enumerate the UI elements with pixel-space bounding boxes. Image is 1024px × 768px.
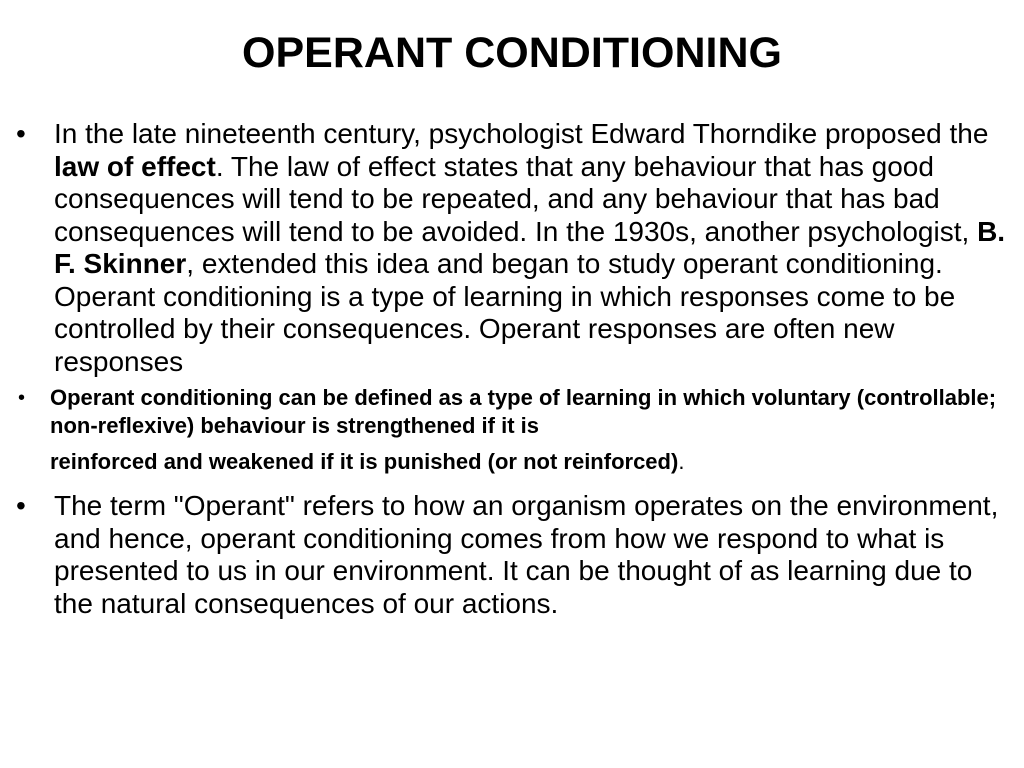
bullet-item-definition (10, 384, 1014, 476)
bullet-item-thorndike (10, 118, 1014, 378)
slide-title: OPERANT CONDITIONING (242, 29, 782, 77)
text-span: , extended this idea and began to study operant conditioning. Operant conditioning is a type of learning in which responses come to be controlled by their consequences. Operant responses are often new responses (54, 248, 956, 377)
bullet-text: The term "Operant" refers to how an organism operates on the environment, and hence, operant conditioning comes from how we respond to what is presented to us in our environment. It can be thought of as learning due to the natural consequences of our actions. (54, 490, 999, 619)
bullet-item-operant-term (10, 490, 1014, 620)
definition-last-line (50, 448, 1014, 476)
law-of-effect-term: law of effect (54, 150, 216, 182)
definition-bold-end: reinforced and weakened if it is punished (or not reinforced) (50, 449, 679, 474)
bullet-marker: • (16, 118, 26, 149)
bullet-marker: • (18, 387, 26, 409)
definition-period: . (678, 449, 685, 474)
text-span: . The law of effect states that any behaviour that has good consequences will tend to be repeated, and any behaviour that has bad consequences will tend to be avoided. In the 1930s, another psychologist, (54, 150, 978, 247)
skinner-name: B. F. Skinner (54, 215, 1006, 279)
definition-text: Operant conditioning can be defined as a type of learning in which voluntary (controllable; non-reflexive) behaviour is strengthened if it is (50, 385, 997, 438)
bullet-list (10, 118, 1014, 620)
text-span: In the late nineteenth century, psychologist Edward Thorndike proposed the (54, 118, 989, 149)
bullet-text (54, 118, 1014, 378)
bullet-marker: • (16, 490, 26, 521)
bullet-text (50, 384, 1014, 476)
